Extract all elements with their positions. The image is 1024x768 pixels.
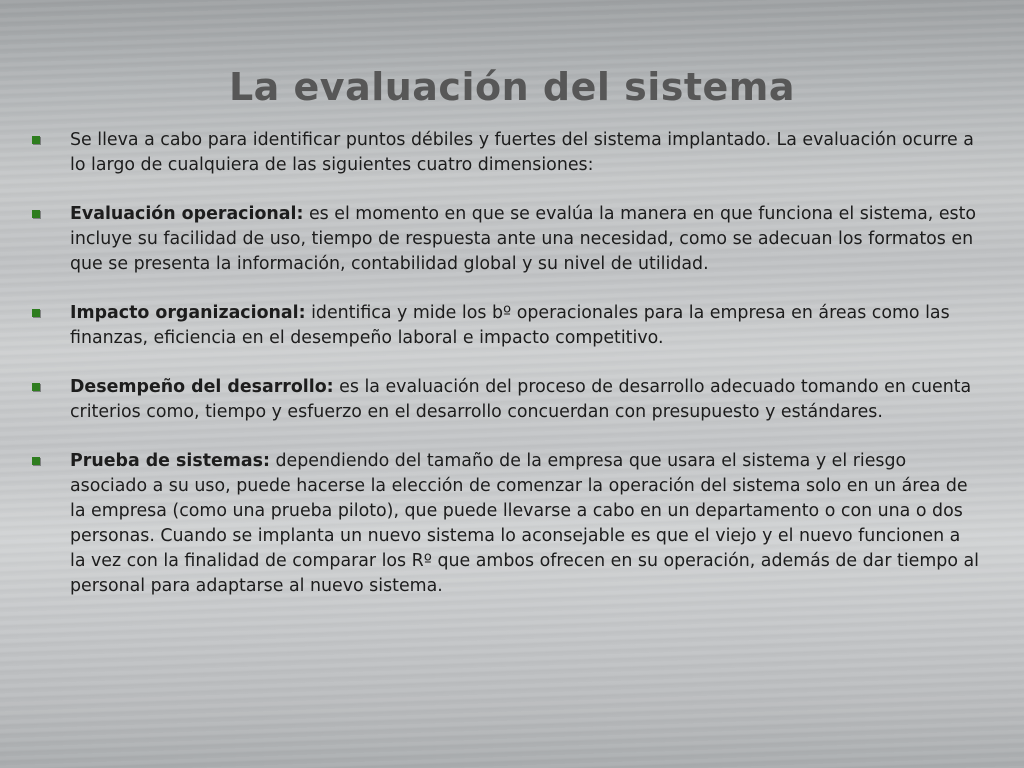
bullet-list — [30, 128, 980, 623]
bullet-item-prueba-sistemas — [30, 449, 980, 599]
bullet-item-evaluacion-operacional — [30, 202, 980, 277]
bullet-text: dependiendo del tamaño de la empresa que usara el sistema y el riesgo asociado a su uso, puede hacerse la elección de comenzar la operación del sistema solo en un área de la empresa (como una prueba piloto), que puede llevarse a cabo en un departamento o con una o dos personas. Cuando se implanta un nuevo sistema lo aconsejable es que el viejo y el nuevo funcionen a la vez con la finalidad de comparar los Rº que ambos ofrecen en su operación, además de dar tiempo al personal para adaptarse al nuevo sistema. — [70, 451, 980, 596]
bullet-text: identifica y mide los bº operacionales para la empresa en áreas como las finanzas, eficiencia en el desempeño laboral e impacto competitivo. — [70, 303, 950, 348]
square-bullet-icon — [32, 383, 40, 391]
bullet-lead: Evaluación operacional: — [70, 204, 304, 224]
bullet-item-intro — [30, 128, 980, 178]
bullet-text: Se lleva a cabo para identificar puntos débiles y fuertes del sistema implantado. La evaluación ocurre a lo largo de cualquiera de las siguientes cuatro dimensiones: — [70, 130, 974, 175]
square-bullet-icon — [32, 210, 40, 218]
bullet-lead: Prueba de sistemas: — [70, 451, 270, 471]
bullet-item-impacto-organizacional — [30, 301, 980, 351]
bullet-text: es la evaluación del proceso de desarrollo adecuado tomando en cuenta criterios como, tiempo y esfuerzo en el desarrollo concuerdan con presupuesto y estándares. — [70, 377, 972, 422]
bullet-text: es el momento en que se evalúa la manera en que funciona el sistema, esto incluye su facilidad de uso, tiempo de respuesta ante una necesidad, como se adecuan los formatos en que se presenta la información, contabilidad global y su nivel de utilidad. — [70, 204, 977, 274]
bullet-lead: Desempeño del desarrollo: — [70, 377, 334, 397]
bullet-item-desempeno-desarrollo — [30, 375, 980, 425]
square-bullet-icon — [32, 457, 40, 465]
square-bullet-icon — [32, 309, 40, 317]
square-bullet-icon — [32, 136, 40, 144]
bullet-lead: Impacto organizacional: — [70, 303, 306, 323]
slide-title: La evaluación del sistema — [228, 65, 796, 110]
